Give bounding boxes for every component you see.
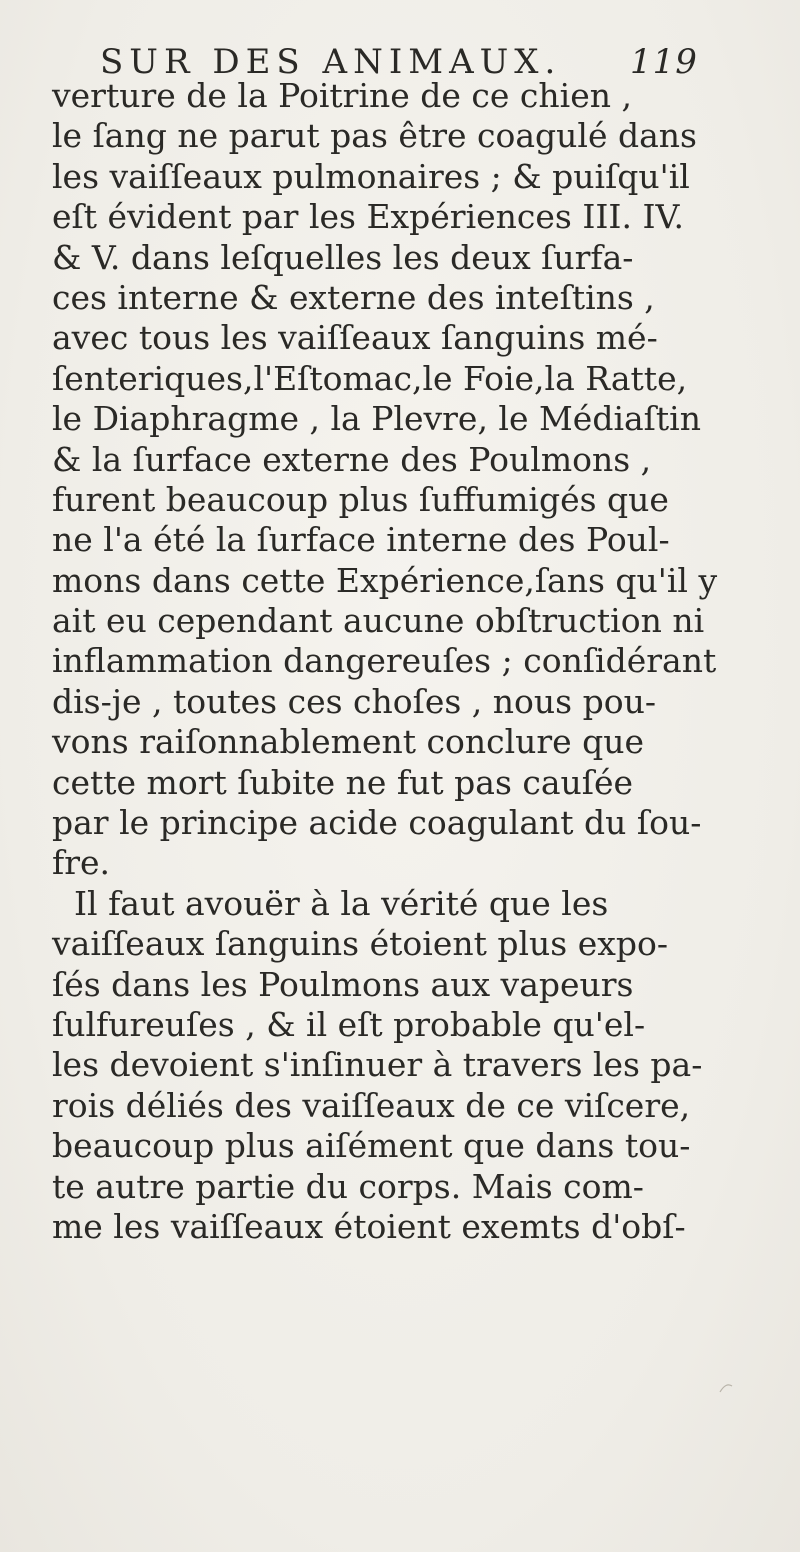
text-line: ne l'a été la ſurface interne des Poul- [52,520,670,560]
paragraph-2 [52,883,703,1248]
text-line: eſt évident par les Expériences III. IV. [52,197,685,237]
text-line: inflammation dangereuſes ; conſidérant [52,641,717,681]
text-line: les devoient s'inſinuer à travers les pa- [52,1045,703,1085]
text-line: me les vaiſſeaux étoient exemts d'obſ- [52,1206,686,1246]
text-line: te autre partie du corps. Mais com- [52,1166,644,1206]
text-line: & V. dans leſquelles les deux ſurfa- [52,237,634,277]
text-line: ſenteriques,l'Eſtomac,le Foie,la Ratte, [52,358,688,398]
text-line: vaiſſeaux ſanguins étoient plus expo- [52,924,668,964]
text-line: Il faut avouër à la vérité que les [74,883,609,923]
text-line: & la ſurface externe des Poulmons , [52,439,652,479]
text-line: rois déliés des vaiſſeaux de ce viſcere, [52,1085,691,1125]
text-line: ſulfureuſes , & il eſt probable qu'el- [52,1004,646,1044]
text-line: cette mort ſubite ne fut pas cauſée [52,762,634,802]
paragraph-1 [52,76,718,884]
text-line: les vaiſſeaux pulmonaires ; & puiſqu'il [52,156,690,196]
text-line: ces interne & externe des inteſtins , [52,277,655,317]
text-line: ait eu cependant aucune obſtruction ni [52,601,705,641]
text-line: fre. [52,843,111,883]
text-line: le ſang ne parut pas être coagulé dans [52,116,697,156]
text-line: dis-je , toutes ces choſes , nous pou- [52,681,656,721]
text-line: mons dans cette Expérience,ſans qu'il y [52,560,718,600]
ink-mark [718,1380,734,1396]
running-title: SUR DES ANIMAUX. [100,42,562,82]
text-line: verture de la Poitrine de ce chien , [52,76,632,115]
body-text [52,76,718,1247]
text-line: ſés dans les Poulmons aux vapeurs [52,964,634,1004]
text-line: le Diaphragme , la Plevre, le Médiaſtin [52,399,701,439]
text-line: beaucoup plus aiſément que dans tou- [52,1126,691,1166]
text-line: avec tous les vaiſſeaux ſanguins mé- [52,318,658,358]
text-line: furent beaucoup plus ſuffumigés que [52,479,669,519]
text-line: vons raiſonnablement conclure que [52,722,645,762]
text-line: par le principe acide coagulant du ſou- [52,803,702,843]
page-number: 119 [630,42,698,82]
